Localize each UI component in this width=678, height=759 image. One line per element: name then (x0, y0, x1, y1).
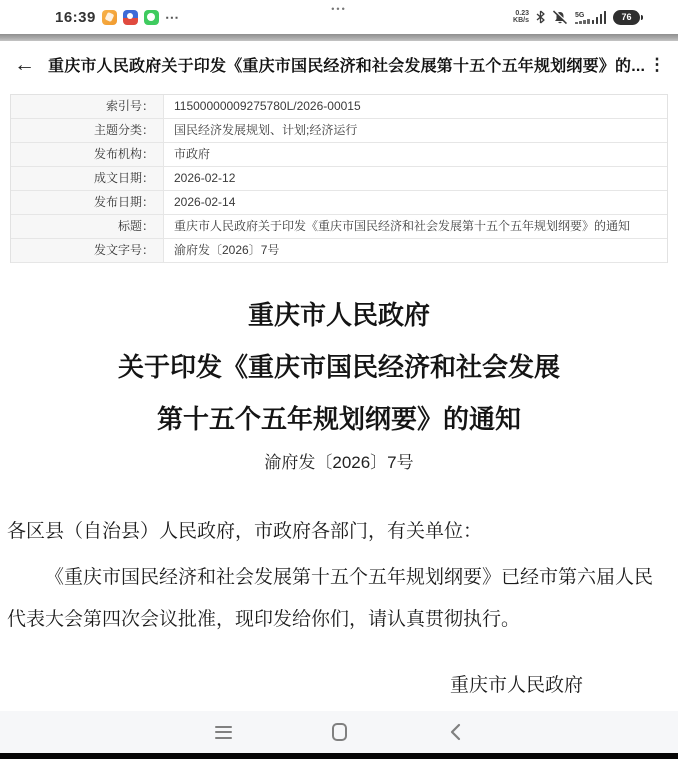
sim1-signal-bars-icon (592, 11, 607, 24)
table-row (11, 239, 667, 263)
row-label: 发布日期： (11, 191, 163, 214)
row-label: 主题分类： (11, 119, 163, 142)
row-value: 11500000009275780L/2026-00015 (163, 95, 667, 118)
blue-red-app-notification-icon (123, 10, 138, 25)
row-value: 国民经济发展规划、计划;经济运行 (163, 119, 667, 142)
green-messenger-notification-icon (144, 10, 159, 25)
home-icon (332, 723, 347, 741)
cellular-signal-icon (575, 11, 606, 24)
overflow-menu-icon[interactable]: ⋮ (648, 54, 666, 74)
status-bar-left (55, 9, 180, 26)
network-speed-unit: KB/s (513, 17, 529, 24)
document-title-line2: 关于印发《重庆市国民经济和社会发展 (117, 352, 560, 382)
document-title-line1: 重庆市人民政府 (247, 300, 430, 330)
bluetooth-icon (536, 10, 545, 24)
network-speed-value: 0.23 (515, 10, 529, 17)
salutation: 各区县（自治县）人民政府，市政府各部门，有关单位： (7, 521, 483, 542)
table-row (11, 215, 667, 239)
status-bar (0, 0, 678, 34)
status-bar-divider (0, 34, 678, 41)
sim2-signal-bars-icon (575, 19, 590, 24)
body-paragraph: 《重庆市国民经济和社会发展第十五个五年规划纲要》已经市第六届人民代表大会第四次会议批准，现印发给你们，请认真贯彻执行。 (7, 567, 654, 630)
android-nav-bar (0, 711, 678, 753)
back-arrow-icon[interactable]: ← (14, 52, 35, 76)
table-row (11, 167, 667, 191)
row-label: 成文日期： (11, 167, 163, 190)
table-row (11, 191, 667, 215)
nav-back-button[interactable] (438, 718, 472, 746)
signature-issuer: 重庆市人民政府 (449, 675, 583, 696)
row-label: 索引号： (11, 95, 163, 118)
status-bar-right (513, 10, 640, 25)
document-title (0, 289, 678, 445)
table-row (11, 95, 667, 119)
row-value: 渝府发〔2026〕7号 (163, 239, 667, 262)
row-label: 发布机构： (11, 143, 163, 166)
recents-icon (215, 726, 232, 739)
row-value: 重庆市人民政府关于印发《重庆市国民经济和社会发展第十五个五年规划纲要》的通知 (163, 215, 667, 238)
battery-percent: 76 (621, 12, 632, 22)
home-button[interactable] (322, 718, 356, 746)
mute-icon (552, 10, 568, 25)
recents-button[interactable] (206, 718, 240, 746)
row-value: 2026-02-14 (163, 191, 667, 214)
document-title-line3: 第十五个五年规划纲要》的通知 (156, 404, 521, 434)
row-label: 标题： (11, 215, 163, 238)
page-title: 重庆市人民政府关于印发《重庆市国民经济和社会发展第十五个五年规划纲要》的... (48, 58, 646, 75)
battery-indicator (613, 10, 640, 25)
table-row (11, 119, 667, 143)
screen-bottom-edge (0, 753, 678, 759)
browser-header (0, 41, 678, 88)
orange-app-notification-icon (102, 10, 117, 25)
table-row (11, 143, 667, 167)
network-speed-indicator (513, 10, 529, 24)
row-value: 2026-02-12 (163, 167, 667, 190)
row-label: 发文字号： (11, 239, 163, 262)
row-value: 市政府 (163, 143, 667, 166)
document-body (0, 517, 678, 741)
camera-cutout-dots: ••• (331, 4, 347, 14)
back-chevron-icon (449, 723, 461, 741)
clock: 16:39 (55, 8, 96, 26)
document-number: 渝府发〔2026〕7号 (264, 453, 414, 472)
more-notifications-icon: ⋯ (164, 8, 180, 25)
network-type-label: 5G (575, 13, 590, 24)
document-metadata-table (10, 94, 668, 263)
